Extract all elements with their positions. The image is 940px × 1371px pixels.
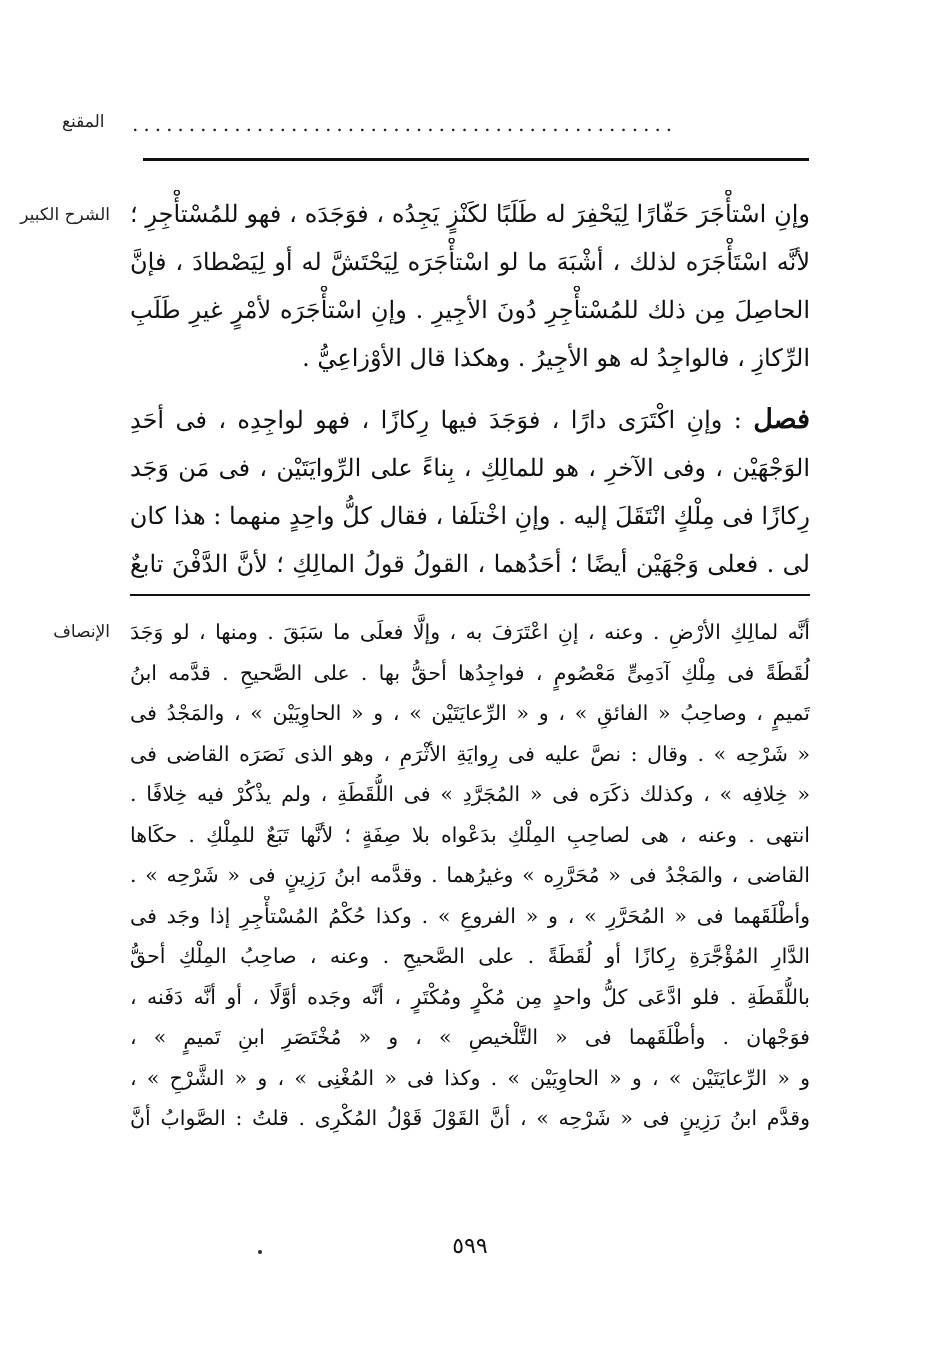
- page-number: ٥٩٩: [452, 1234, 488, 1259]
- insaf-line: تَميمٍ ، وصاحِبُ « الفائقِ » ، و « الرِّعايَتَيْن » ، و « الحاوِيَيْن » ، والمَجْدُ فى: [130, 701, 810, 725]
- insaf-line: الدَّارِ المُؤْجَّرَةِ رِكازًا أو لُقَطَةً . على الصَّحيحِ . وعنه ، صاحِبُ المِلْكِ أحقُّ: [130, 944, 810, 968]
- insaf-line: انتهى . وعنه ، هى لصاحِبِ المِلْكِ بدَعْواه بلا صِفَةٍ ؛ لأنَّها تَبَعٌ للمِلْكِ . حكَاها: [130, 822, 810, 847]
- print-speck: [258, 1250, 262, 1254]
- insaf-line: « شَرْحِه » . وقال : نصَّ عليه فى رِوايَةِ الأثْرَمِ ، وهو الذى نَصَرَه القاضى فى: [130, 741, 810, 766]
- insaf-line: و « الرِّعايَتَيْن » ، و « الحاوِيَيْن » . وكذا فى « المُغْنِى » ، و « الشَّرْحِ » ،: [130, 1065, 810, 1090]
- sharh-line: الرِّكازِ ، فالواجِدُ له هو الأجِيرُ . وهكذا قال الأوْزاعِيُّ .: [302, 344, 810, 372]
- sharh-line: وإنِ اسْتأْجَرَ حَفّارًا لِيَحْفِرَ له طَلَبًا لكَنْزٍ يَجِدُه ، فوَجَدَه ، فهو للمُسْتأْجِرِ ؛: [130, 200, 810, 228]
- section-label-sharh: الشرح الكبير: [20, 205, 110, 225]
- insaf-line: وقدَّم ابنُ رَزِينٍ فى « شَرْحِه » ، أنَّ القَوْلَ قَوْلُ المُكْرِى . قلتُ : الصَّوابُ أنَّ: [130, 1106, 810, 1130]
- insaf-line: « خِلافِه » ، وكذلك ذكَرَه فى « المُجَرَّدِ » فى اللُّقَطَةِ ، ولم يذْكُرْ فيه خِلافًا .: [130, 782, 810, 806]
- book-title: المقنع: [62, 112, 105, 132]
- sharh-line: لأنَّه اسْتَأْجَرَه لذلك ، أشْبَهَ ما لو اسْتأْجَرَه لِيَحْتَشَّ له أو لِيَصْطادَ ، فإنَّ: [130, 248, 810, 276]
- insaf-line: باللُّقَطَةِ . فلو ادَّعَى كلُّ واحدٍ مِن مُكْرٍ ومُكْتَرٍ ، أنَّه وجَده أوَّلًا ، أو أنَّه دَفَنه ،: [130, 984, 810, 1009]
- sharh-line: الحاصِلَ مِن ذلك للمُسْتأْجِرِ دُونَ الأجِيرِ . وإنِ اسْتأْجَرَه لأمْرٍ غيرِ طَلَبِ: [130, 296, 810, 324]
- sharh-line: الوَجْهَيْن ، وفى الآخرِ ، هو للمالِكِ ، بِناءً على الرِّوايَتَيْن ، فى مَن وَجَد: [130, 454, 810, 482]
- header-dotted-leader: ................................................: [132, 112, 678, 136]
- section-divider: [130, 594, 810, 596]
- sharh-text-block: [130, 190, 810, 588]
- sharh-fasl-line: [130, 396, 810, 444]
- sharh-fasl-text: : وإنِ اكْتَرَى دارًا ، فوَجَدَ فيها رِكازًا ، فهو لواجِدِه ، فى أحَدِ: [130, 406, 754, 434]
- sharh-line: لى . فعلى وَجْهَيْن أيضًا ؛ أحَدُهما ، القولُ قولُ المالِكِ ؛ لأنَّ الدَّفْنَ تابعٌ: [130, 550, 810, 578]
- insaf-line: وأطْلَقَهما فى « المُحَرَّرِ » ، و « الفروعِ » . وكذا حُكْمُ المُسْتأْجِرِ إذا وجَد فى: [130, 903, 810, 928]
- insaf-line: لُقَطَةً فى مِلْكِ آدَمِىٍّ مَعْصُومٍ ، فواجِدُها أحقُّ بها . على الصَّحيحِ . قدَّمه ابنُ: [130, 660, 810, 685]
- sharh-line: رِكازًا فى مِلْكٍ انْتَقَلَ إليه . وإنِ اخْتلَفا ، فقال كلُّ واحِدٍ منهما : هذا كان: [130, 502, 810, 530]
- insaf-text-block: [130, 612, 810, 1139]
- header-rule: [143, 158, 809, 161]
- fasl-heading: فصل: [753, 404, 810, 435]
- insaf-line: أنَّه لمالِكِ الأرْضِ . وعنه ، إنِ اعْتَرَفَ به ، وإلَّا فعلَى ما سَبَقَ . ومنها ، لو وَجَدَ: [130, 620, 810, 644]
- section-label-insaf: الإنصاف: [53, 622, 110, 642]
- insaf-line: القاضى ، والمَجْدُ فى « مُحَرَّرِه » وغيرُهما . وقدَّمه ابنُ رَزِينٍ فى « شَرْحِه » .: [130, 863, 810, 887]
- insaf-line: فوَجْهان . وأطْلَقَهما فى « التَّلْخيصِ » ، و « مُخْتَصَرِ ابنِ تَميمٍ » ،: [130, 1025, 810, 1049]
